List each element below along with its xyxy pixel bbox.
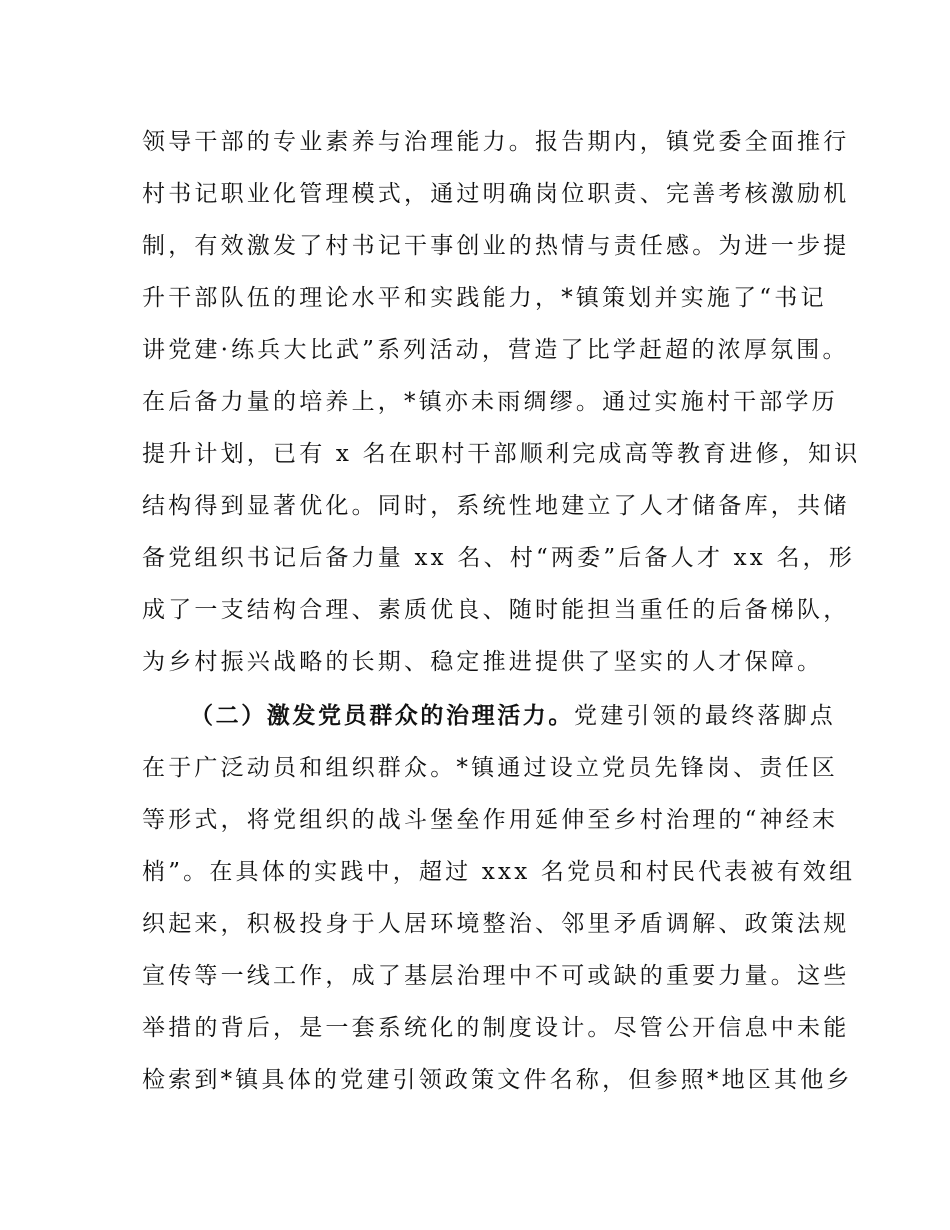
text-line: 等形式，将党组织的战斗堡垒作用延伸至乡村治理的“神经末 <box>142 807 839 833</box>
section-heading: （二）激发党员群众的治理活力。 <box>190 703 574 729</box>
text-line: 梢”。在具体的实践中，超过 xxx 名党员和村民代表被有效组 <box>142 859 856 885</box>
text-line: 备党组织书记后备力量 xx 名、村“两委”后备人才 xx 名，形 <box>142 545 856 571</box>
text-line: 检索到*镇具体的党建引领政策文件名称，但参照*地区其他乡 <box>142 1067 853 1093</box>
text-line: 在后备力量的培养上，*镇亦未雨绸缪。通过实施村干部学历 <box>142 389 838 415</box>
text-line: 结构得到显著优化。同时，系统性地建立了人才储备库，共储 <box>142 493 850 519</box>
text-line: 村书记职业化管理模式，通过明确岗位职责、完善考核激励机 <box>142 181 850 207</box>
text-line: 升干部队伍的理论水平和实践能力，*镇策划并实施了“书记 <box>142 285 827 311</box>
text-line: 宣传等一线工作，成了基层治理中不可或缺的重要力量。这些 <box>142 963 850 989</box>
text-line: 在于广泛动员和组织群众。*镇通过设立党员先锋岗、责任区 <box>142 755 838 781</box>
text-line: 提升计划，已有 x 名在职村干部顺利完成高等教育进修，知识 <box>142 441 861 467</box>
text-line: 举措的背后，是一套系统化的制度设计。尽管公开信息中未能 <box>142 1015 850 1041</box>
text-line: 制，有效激发了村书记干事创业的热情与责任感。为进一步提 <box>142 233 850 259</box>
text-line: 为乡村振兴战略的长期、稳定推进提供了坚实的人才保障。 <box>142 649 824 675</box>
text-line: 领导干部的专业素养与治理能力。报告期内，镇党委全面推行 <box>142 129 850 155</box>
text-line-first <box>190 700 836 732</box>
text-line: 讲党建·练兵大比武”系列活动，营造了比学赶超的浓厚氛围。 <box>142 337 849 363</box>
text-line-rest: 党建引领的最终落脚点 <box>574 703 836 729</box>
text-line: 织起来，积极投身于人居环境整治、邻里矛盾调解、政策法规 <box>142 911 850 937</box>
text-line: 成了一支结构合理、素质优良、随时能担当重任的后备梯队， <box>142 597 850 623</box>
